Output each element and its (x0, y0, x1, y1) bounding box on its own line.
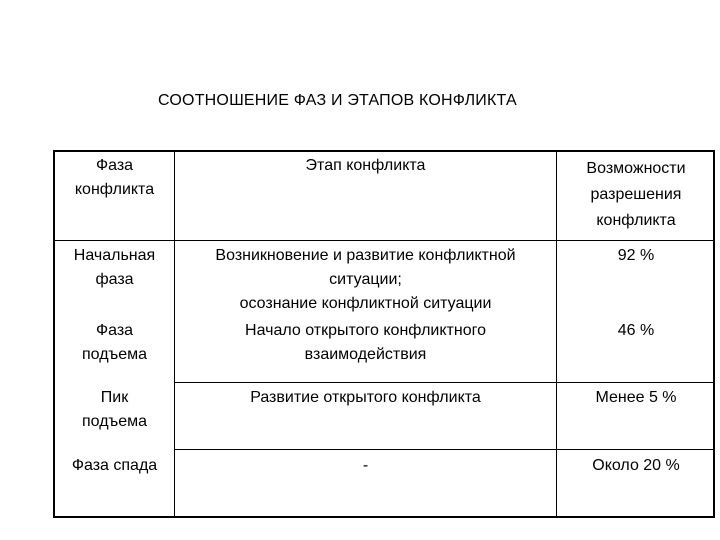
row-stage-line: ситуации; (329, 271, 402, 288)
row-phase (55, 454, 174, 478)
row-phase (55, 319, 174, 367)
row-possibility: 46 % (617, 322, 655, 339)
row-stage-line: Начало открытого конфликтного (245, 322, 486, 339)
row-stage (175, 386, 556, 410)
row-phase (55, 244, 174, 292)
header-phase (55, 154, 174, 202)
row-possibility: Менее 5 % (595, 389, 677, 406)
row-stage-line: осознание конфликтной ситуации (239, 295, 492, 312)
header-possibility-line: Возможности (586, 160, 686, 177)
row-stage (175, 454, 556, 478)
row-stage (175, 319, 556, 367)
header-possibility-line: разрешения (590, 186, 682, 203)
row-divider (174, 382, 713, 383)
header-phase-line: конфликта (74, 181, 155, 198)
row-phase-line: Фаза (95, 322, 134, 339)
header-divider (55, 240, 713, 241)
conflict-phases-table (53, 150, 715, 518)
row-phase-line: подъема (82, 413, 147, 430)
row-stage-line: взаимодействия (304, 346, 427, 363)
header-stage (175, 154, 556, 178)
row-phase-line: фаза (95, 271, 134, 288)
row-stage-line: Возникновение и развитие конфликтной (215, 247, 516, 264)
row-possibility: 92 % (617, 247, 655, 264)
row-stage-line: - (362, 457, 369, 474)
page-title: СООТНОШЕНИЕ ФАЗ И ЭТАПОВ КОНФЛИКТА (158, 92, 517, 109)
header-possibility-line: конфликта (596, 212, 676, 229)
row-divider (174, 449, 713, 450)
row-stage (175, 244, 556, 316)
row-phase-line: Пик (100, 389, 129, 406)
row-phase-line: подъема (82, 346, 147, 363)
row-phase (55, 386, 174, 434)
header-phase-line: Фаза (95, 157, 134, 174)
row-phase-line: Фаза спада (71, 457, 158, 474)
row-possibility: Около 20 % (592, 457, 680, 474)
row-stage-line: Развитие открытого конфликта (250, 389, 481, 406)
header-possibility (557, 156, 715, 234)
header-stage-line: Этап конфликта (305, 157, 426, 174)
row-phase-line: Начальная (73, 247, 156, 264)
